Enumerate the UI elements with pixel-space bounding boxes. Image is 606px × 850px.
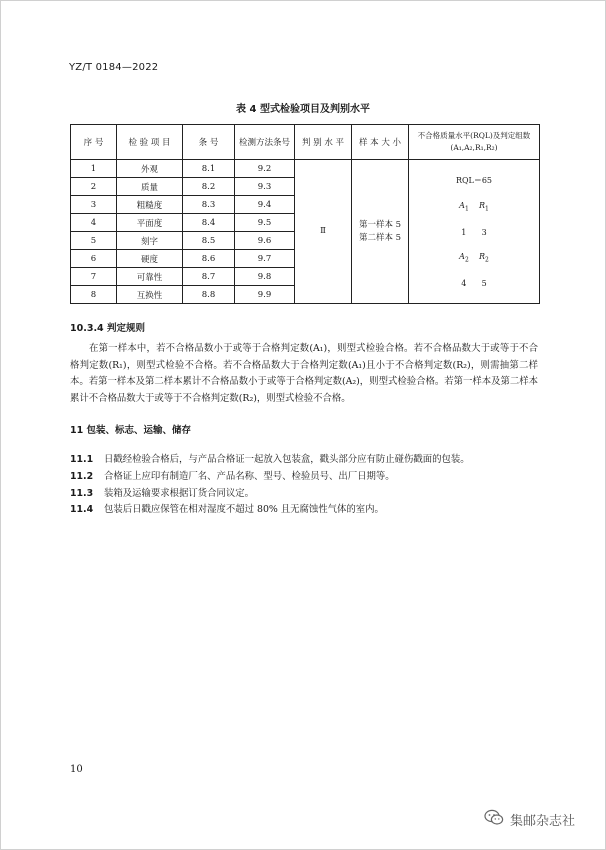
label-r1-sub: 1 — [484, 205, 489, 213]
cell-method: 9.4 — [235, 196, 295, 214]
list-item — [70, 501, 384, 515]
sample-first: 第一样本 5 — [358, 219, 402, 230]
col-header-level: 判 别 水 平 — [295, 125, 352, 160]
label-r2: R — [478, 252, 485, 262]
rql-values-1 — [409, 228, 539, 237]
cell-method: 9.8 — [235, 268, 295, 286]
cell-method: 9.2 — [235, 160, 295, 178]
table-row — [71, 160, 540, 178]
cell-no: 2 — [71, 178, 117, 196]
cell-method: 9.6 — [235, 232, 295, 250]
list-item — [70, 485, 254, 499]
item-number: 11.2 — [70, 471, 94, 482]
item-text: 日戳经检验合格后，与产品合格证一起放入包装盒，戳头部分应有防止碰伤戳面的包装。 — [104, 454, 470, 465]
standard-code: YZ/T 0184—2022 — [69, 62, 159, 73]
cell-clause: 8.7 — [183, 268, 235, 286]
cell-clause: 8.2 — [183, 178, 235, 196]
cell-method: 9.5 — [235, 214, 295, 232]
item-text: 装箱及运输要求根据订货合同议定。 — [104, 488, 255, 499]
cell-item: 可靠性 — [117, 268, 183, 286]
section-heading-11: 11 包装、标志、运输、储存 — [70, 425, 192, 436]
label-a2-sub: 2 — [464, 256, 469, 264]
cell-rql — [409, 160, 540, 304]
cell-item: 粗糙度 — [117, 196, 183, 214]
label-a1: A — [459, 201, 465, 211]
value-r2: 5 — [481, 278, 487, 288]
value-a1: 1 — [461, 227, 467, 237]
rql-a2-r2 — [409, 252, 539, 264]
col-header-rql: 不合格质量水平(RQL)及判定组数(A₁,A₂,R₁,R₂) — [409, 125, 540, 160]
cell-clause: 8.5 — [183, 232, 235, 250]
cell-method: 9.7 — [235, 250, 295, 268]
cell-item: 质量 — [117, 178, 183, 196]
table-header-row — [71, 125, 540, 160]
list-item — [70, 468, 395, 482]
col-header-item: 检 验 项 目 — [117, 125, 183, 160]
cell-item: 平面度 — [117, 214, 183, 232]
cell-item: 互换性 — [117, 286, 183, 304]
wechat-icon — [484, 809, 504, 830]
cell-no: 1 — [71, 160, 117, 178]
item-number: 11.1 — [70, 454, 94, 465]
label-r2-sub: 2 — [484, 256, 489, 264]
section-heading-10-3-4: 10.3.4 判定规则 — [70, 323, 145, 334]
watermark-text: 集邮杂志社 — [510, 814, 576, 829]
cell-no: 4 — [71, 214, 117, 232]
cell-method: 9.3 — [235, 178, 295, 196]
label-a2: A — [459, 252, 465, 262]
rql-value: RQL＝65 — [455, 176, 493, 186]
item-number: 11.4 — [70, 504, 94, 515]
page-number: 10 — [70, 764, 83, 775]
table-caption: 表 4 型式检验项目及判别水平 — [236, 104, 370, 115]
cell-item: 硬度 — [117, 250, 183, 268]
cell-clause: 8.6 — [183, 250, 235, 268]
cell-no: 8 — [71, 286, 117, 304]
cell-item: 刻字 — [117, 232, 183, 250]
item-text: 合格证上应印有制造厂名、产品名称、型号、检验员号、出厂日期等。 — [104, 471, 395, 482]
rql-a1-r1 — [409, 201, 539, 213]
value-r1: 3 — [481, 227, 487, 237]
cell-clause: 8.8 — [183, 286, 235, 304]
list-item — [70, 451, 470, 465]
col-header-clause: 条 号 — [183, 125, 235, 160]
cell-clause: 8.1 — [183, 160, 235, 178]
col-header-sample: 样 本 大 小 — [352, 125, 409, 160]
cell-clause: 8.4 — [183, 214, 235, 232]
rql-values-2 — [409, 279, 539, 288]
cell-no: 3 — [71, 196, 117, 214]
cell-method: 9.9 — [235, 286, 295, 304]
label-r1: R — [478, 201, 485, 211]
label-a1-sub: 1 — [464, 205, 469, 213]
value-a2: 4 — [461, 278, 467, 288]
paragraph-judgment-rules: 在第一样本中，若不合格品数小于或等于合格判定数(A₁)，则型式检验合格。若不合格品数大于或等于不合格判定数(R₁)，则型式检验不合格。若不合格品数大于合格判定数(A₁)且小于不合格判定数(R₂)，则需抽第二样本。若第一样本及第二样本累计不合格品数小于或等于合格判定数(A₂)，则型式检验合格。若第一样本及第二样本累计不合格品数大于或等于不合格判定数(R₂)，则型式检验不合格。 — [70, 343, 538, 404]
cell-clause: 8.3 — [183, 196, 235, 214]
cell-no: 7 — [71, 268, 117, 286]
col-header-method: 检测方法条号 — [235, 125, 295, 160]
cell-sample-size — [352, 160, 409, 304]
col-header-no: 序 号 — [71, 125, 117, 160]
cell-level: Ⅱ — [295, 160, 352, 304]
item-number: 11.3 — [70, 488, 94, 499]
sample-second: 第二样本 5 — [358, 232, 402, 243]
watermark — [484, 809, 575, 830]
cell-no: 6 — [71, 250, 117, 268]
inspection-table — [70, 124, 540, 304]
cell-item: 外观 — [117, 160, 183, 178]
cell-no: 5 — [71, 232, 117, 250]
item-text: 包装后日戳应保管在相对湿度不超过 80% 且无腐蚀性气体的室内。 — [104, 504, 384, 515]
